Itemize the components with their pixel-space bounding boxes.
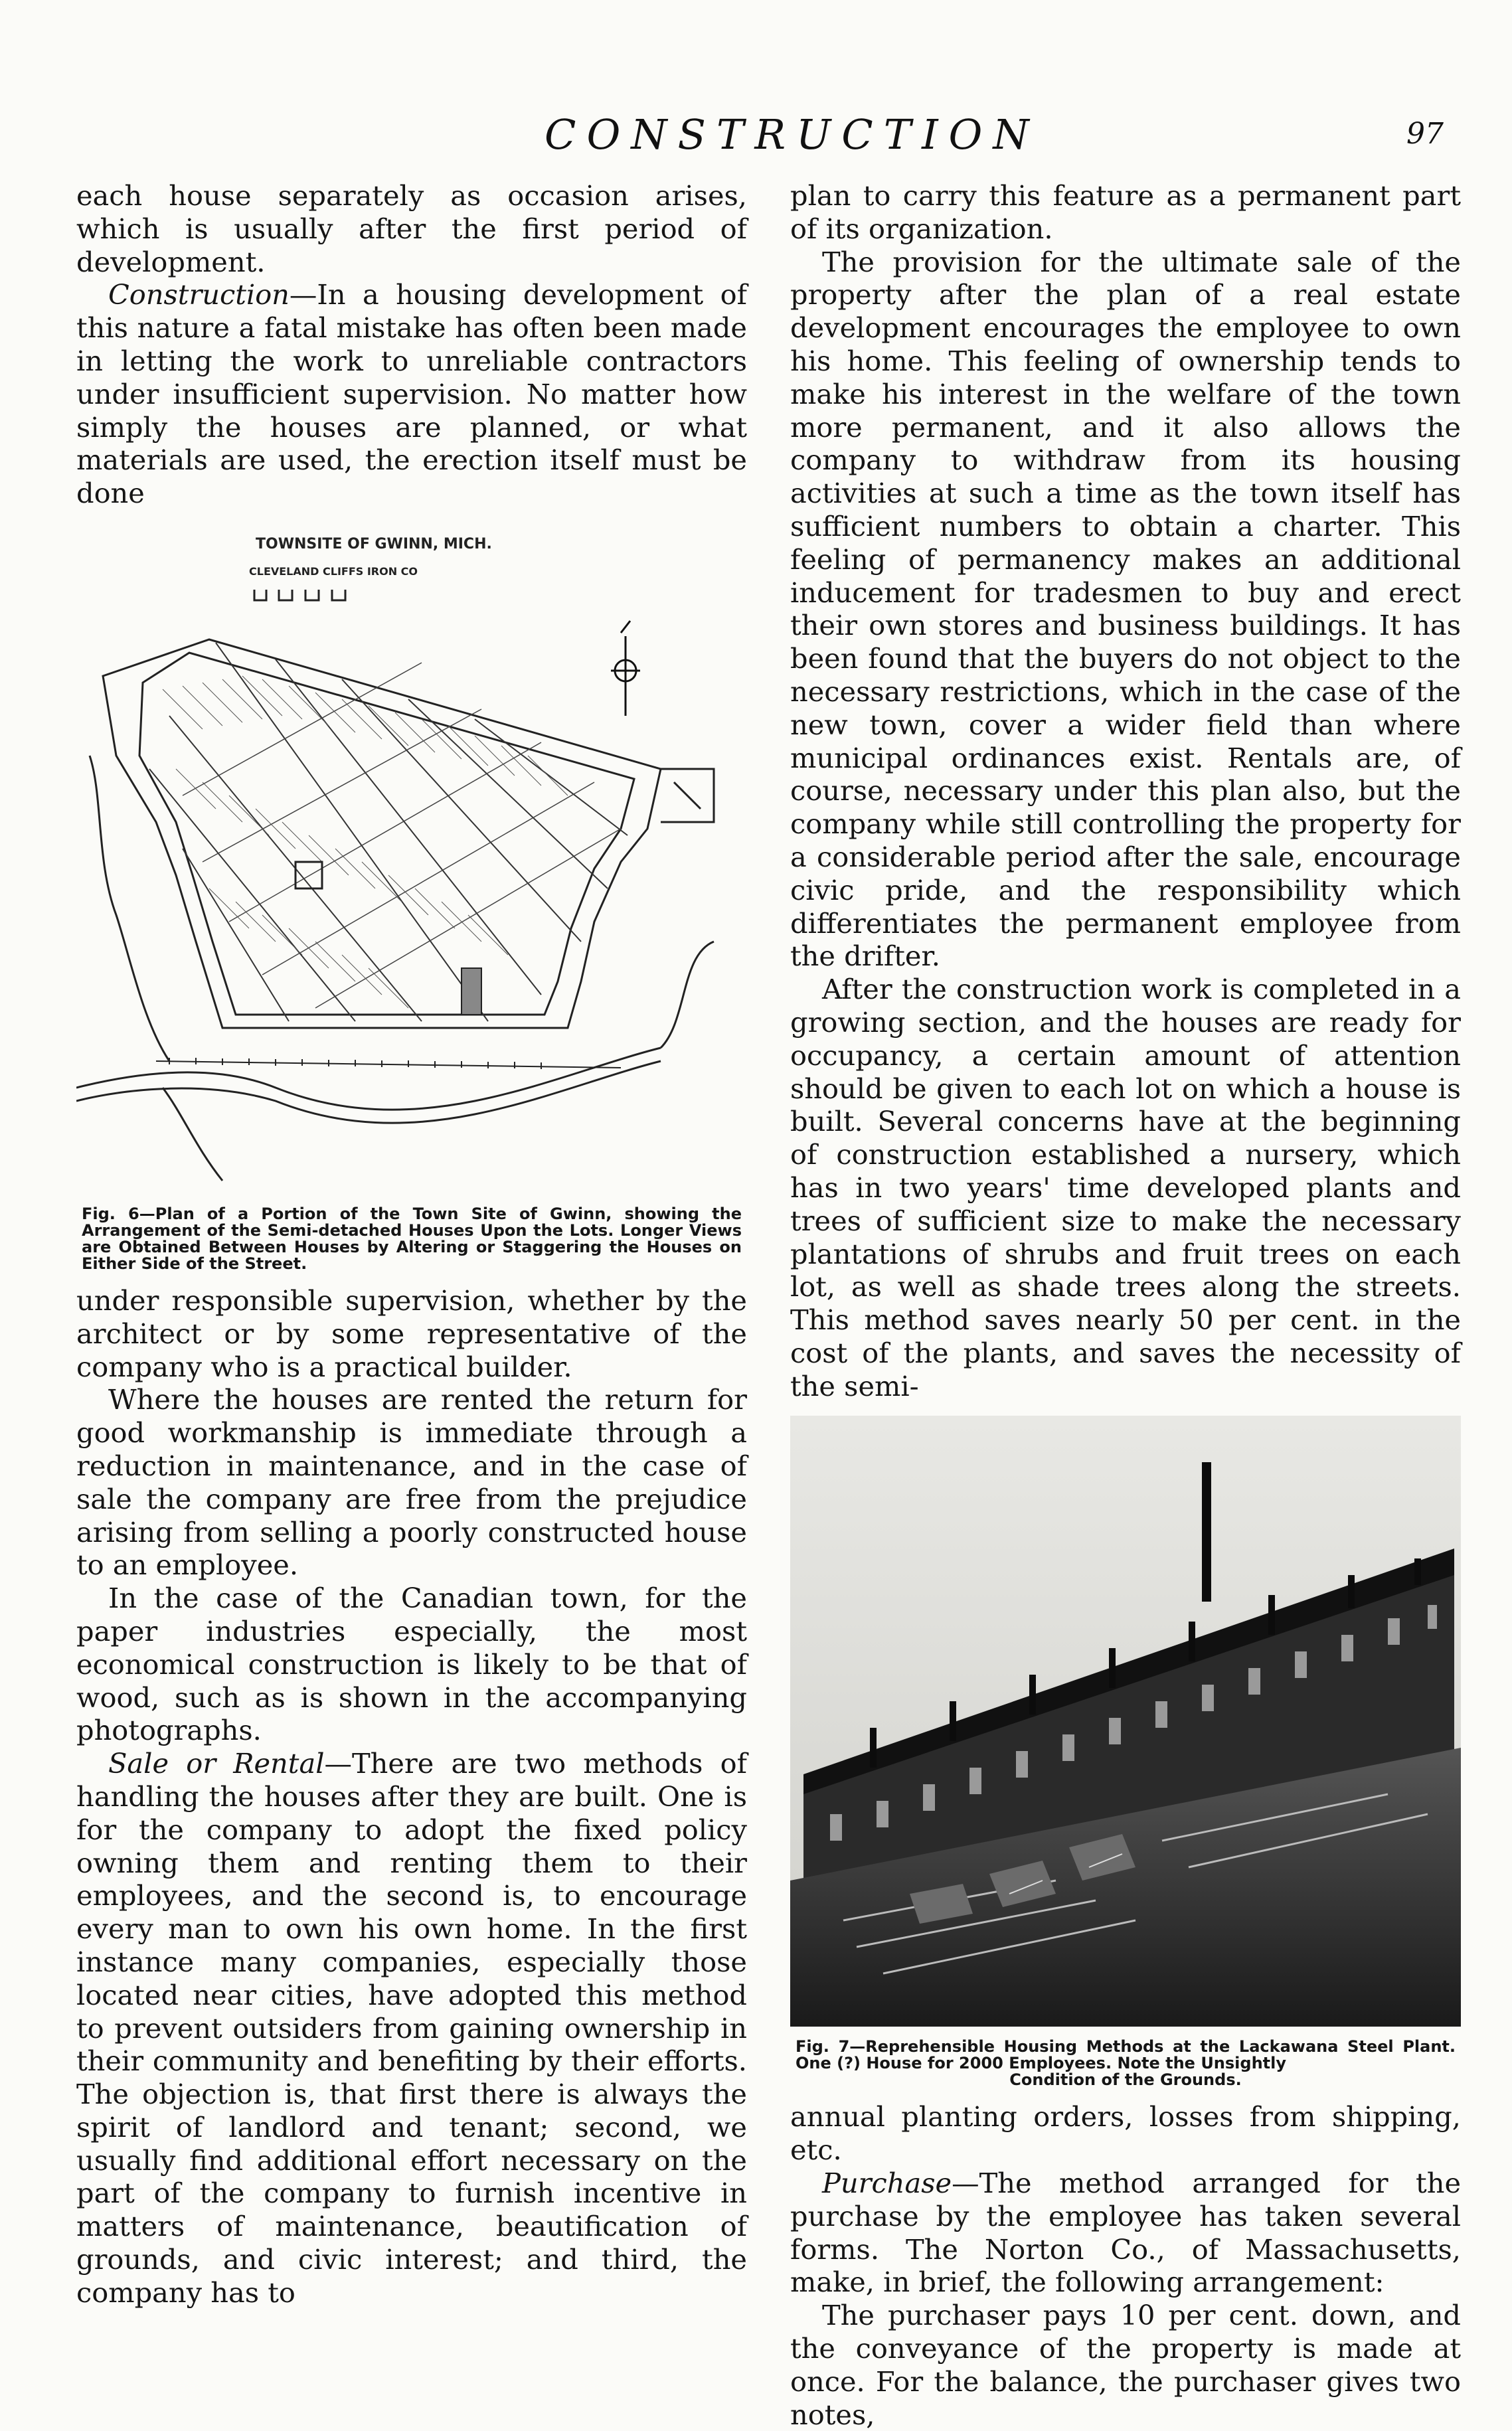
railway: [156, 1058, 621, 1069]
paragraph: [76, 278, 747, 510]
paragraph: annual planting orders, losses from shipping, etc.: [790, 2100, 1461, 2167]
paragraph-text: —The method arranged for the purchase by the employee has taken several forms. The Norton Co., of Massachusetts, make, in brief, the following arrangement:: [790, 2167, 1461, 2299]
streets-diagonal: [149, 643, 628, 1021]
paragraph: under responsible supervision, whether by the architect or by some representative of the company who is a practical builder.: [76, 1284, 747, 1383]
townsite-plan-figure: [76, 517, 740, 1194]
north-arrow-icon: [611, 621, 640, 716]
paragraph-text: —In a housing development of this nature a fatal mistake has often been made in letting the work to unreliable contractors under insufficient supervision. No matter how simply the houses are planned, or what materials are used, the erection itself must be done: [76, 278, 747, 510]
map-subtitle: CLEVELAND CLIFFS IRON CO: [249, 564, 418, 578]
paragraph: In the case of the Canadian town, for the paper industries especially, the most economical construction is likely to be that of wood, such as is shown in the accompanying photographs.: [76, 1582, 747, 1747]
right-column: [790, 179, 1461, 2431]
paragraph: plan to carry this feature as a permanent part of its organization.: [790, 179, 1461, 245]
paragraph: The purchaser pays 10 per cent. down, and the conveyance of the property is made at once. For the balance, the purchaser gives two notes,: [790, 2299, 1461, 2431]
paragraph: The provision for the ultimate sale of the property after the plan of a real estate development encourages the employee to own his home. This feeling of ownership tends to make his interest in the welfare of the town more permanent, and it also allows the company to withdraw from its housing activities at such a time as the town itself has sufficient numbers to obtain a charter. This feeling of permanency makes an additional inducement for tradesmen to buy and erect their own stores and business buildings. It has been found that the buyers do not object to the necessary restrictions, which in the case of the new town, cover a wider field than where municipal ordinances exist. Rentals are, of course, necessary under this plan also, but the company while still controlling the property for a considerable period after the sale, encourage civic pride, and the responsibility which differentiates the permanent employee from the drifter.: [790, 245, 1461, 973]
figure-7-caption: Fig. 7—Reprehensible Housing Methods at the Lackawana Steel Plant. One (?) House for 2000 Employees. Note the Unsightly: [796, 2037, 1456, 2073]
paragraph-text: —There are two methods of handling the houses after they are built. One is for the company to adopt the fixed policy owning them and renting them to their employees, and the second is, to encourage every man to own his own home. In the first instance many companies, especially those located near cities, have adopted this method to prevent outsiders from gaining ownership in their community and benefiting by their efforts. The objection is, that first there is always the spirit of landlord and tenant; second, we usually find additional effort necessary on the part of the company to furnish incentive in matters of maintenance, beautification of grounds, and civic interest; and third, the company has to: [76, 1747, 747, 2309]
east-extension: [661, 769, 714, 822]
page-header: [0, 110, 1512, 163]
section-heading: Purchase: [822, 2167, 952, 2200]
page-number: 97: [1406, 117, 1444, 151]
section-heading: Construction: [108, 278, 290, 311]
paragraph: Where the houses are rented the return for good workmanship is immediate through a reduction in maintenance, and in the case of sale the company are free from the prejudice arising from selling a poorly constructed house to an employee.: [76, 1383, 747, 1582]
lackawanna-housing-photo: [790, 1416, 1461, 2027]
running-title: CONSTRUCTION: [545, 110, 1040, 159]
house-type-icons: [254, 590, 345, 600]
paragraph: each house separately as occasion arises, which is usually after the first period of development.: [76, 179, 747, 278]
railway-block: [462, 968, 481, 1015]
section-heading: Sale or Rental: [108, 1747, 325, 1780]
shoreline: [90, 756, 169, 1061]
figure-6-caption: Fig. 6—Plan of a Portion of the Town Site of Gwinn, showing the Arrangement of the Semi-detached Houses Upon the Lots. Longer Views are Obtained Between Houses by Altering or Staggering the Houses on Either Side of the Street.: [82, 1204, 742, 1273]
paragraph: [76, 1747, 747, 2309]
map-title: TOWNSITE OF GWINN, MICH.: [256, 535, 492, 552]
left-column: [76, 179, 747, 2309]
paragraph: After the construction work is completed in a growing section, and the houses are ready for occupancy, a certain amount of attention should be given to each lot on which a house is built. Several concerns have at the beginning of construction established a nursery, which has in two years' time developed plants and trees of sufficient size to make the necessary plantations of shrubs and fruit trees on each lot, as well as shade trees along the streets. This method saves nearly 50 per cent. in the cost of the plants, and saves the necessity of the semi-: [790, 973, 1461, 1402]
figure-7-caption-line-2: Condition of the Grounds.: [1009, 2070, 1242, 2090]
paragraph: [790, 2167, 1461, 2299]
